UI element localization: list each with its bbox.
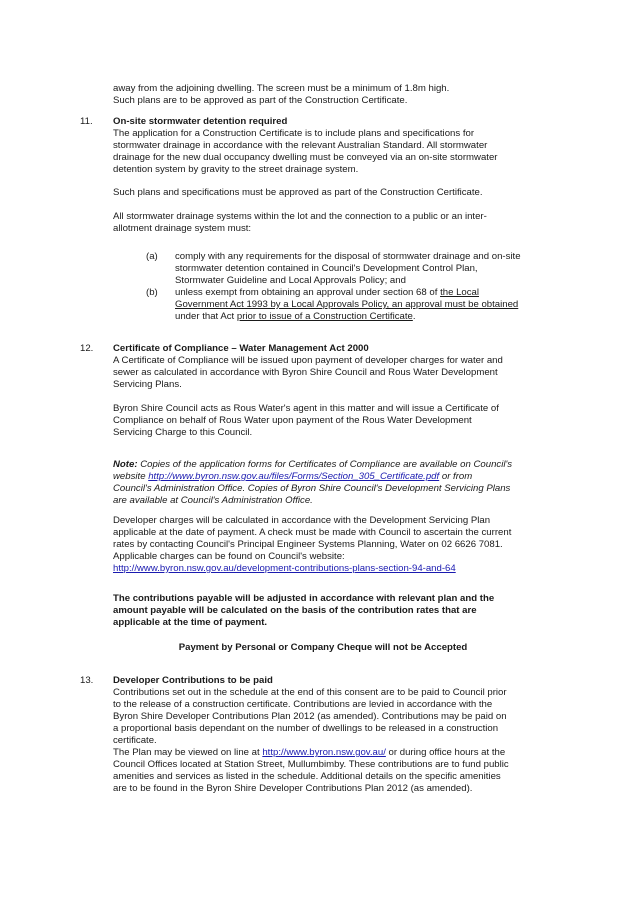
list-item-a-line: comply with any requirements for the disposal of stormwater drainage and on-site <box>175 251 521 262</box>
list-item-b-line-2: Government Act 1993 by a Local Approvals Policy, an approval must be obtained <box>175 299 519 310</box>
section-12-heading: Certificate of Compliance – Water Management Act 2000 <box>113 343 369 354</box>
section-11-heading: On-site stormwater detention required <box>113 116 288 127</box>
note-line-2 <box>113 471 472 483</box>
section-12-p3-line: rates by contacting Council's Principal Engineer Systems Planning, Water on 02 6626 7081. <box>113 539 503 550</box>
section-12-p2-line: Servicing Charge to this Council. <box>113 427 253 438</box>
section-12-p3-line: Applicable charges can be found on Council's website: <box>113 551 345 562</box>
section-12-p3-line: applicable at the date of payment. A check must be made with Council to ascertain the current <box>113 527 512 538</box>
note-line-3: Council's Administration Office. Copies of Byron Shire Council's Development Servicing Plans <box>113 483 511 494</box>
list-item-b-text: under that Act <box>175 311 237 322</box>
payment-notice: Payment by Personal or Company Cheque will not be Accepted <box>178 642 468 653</box>
section-11-number: 11. <box>80 116 93 127</box>
section-11-p2: Such plans and specifications must be approved as part of the Construction Certificate. <box>113 187 483 198</box>
section-13-number: 13. <box>80 675 94 686</box>
section-11-p1-line: stormwater drainage in accordance with the relevant Australian Standard. All stormwater <box>113 140 488 151</box>
list-item-b-text: . <box>412 311 416 322</box>
intro-line-2: Such plans are to be approved as part of the Construction Certificate. <box>113 95 408 106</box>
list-item-a-line: Stormwater Guideline and Local Approvals Policy; and <box>175 275 406 286</box>
section-12-p3-line: Developer charges will be calculated in accordance with the Development Servicing Plan <box>113 515 491 526</box>
note-label: Note: <box>113 459 138 470</box>
list-item-b-underlined: prior to issue of a Construction Certificate <box>236 311 413 322</box>
list-item-a-line: stormwater detention contained in Council's Development Control Plan, <box>175 263 478 274</box>
byron-website-link[interactable]: http://www.byron.nsw.gov.au/ <box>262 747 386 758</box>
section-13-line: Byron Shire Developer Contributions Plan 2012 (as amended). Contributions may be paid on <box>113 711 507 722</box>
list-item-b-underlined: the Local <box>440 287 479 298</box>
section-13-line: Contributions set out in the schedule at the end of this consent are to be paid to Council prior <box>113 687 507 698</box>
certificate-form-link[interactable]: http://www.byron.nsw.gov.au/files/Forms/Section_305_Certificate.pdf <box>148 471 440 482</box>
section-11-p3-line: All stormwater drainage systems within the lot and the connection to a public or an inter- <box>113 211 487 222</box>
section-12-number: 12. <box>80 343 94 354</box>
section-12-p2-line: Compliance on behalf of Rous Water upon payment of the Rous Water Development <box>113 415 472 426</box>
bold-notice-line: The contributions payable will be adjusted in accordance with relevant plan and the <box>113 593 495 604</box>
section-12-p2-line: Byron Shire Council acts as Rous Water's agent in this matter and will issue a Certificate of <box>113 403 499 414</box>
section-11-p3-line: allotment drainage system must: <box>113 223 252 234</box>
section-12-p1-line: A Certificate of Compliance will be issued upon payment of developer charges for water and <box>113 355 503 366</box>
section-12-p1-line: Servicing Plans. <box>113 379 182 390</box>
contributions-link-line <box>113 563 456 575</box>
list-item-b-text: unless exempt from obtaining an approval under section 68 of <box>175 287 441 298</box>
section-13-text: The Plan may be viewed on line at <box>113 747 263 758</box>
section-13-line: Council Offices located at Station Street, Mullumbimby. These contributions are to fund public <box>113 759 509 770</box>
list-label-a: (a) <box>146 251 158 262</box>
list-item-b-line-1 <box>175 287 479 299</box>
section-13-line: certificate. <box>113 735 157 746</box>
section-13-heading: Developer Contributions to be paid <box>113 675 273 686</box>
bold-notice-line: applicable at the time of payment. <box>113 617 268 628</box>
section-13-line-6 <box>113 747 505 759</box>
section-13-line: are to be found in the Byron Shire Developer Contributions Plan 2012 (as amended). <box>113 783 473 794</box>
contributions-plans-link[interactable]: http://www.byron.nsw.gov.au/development-contributions-plans-section-94-and-64 <box>113 563 456 574</box>
note-text: Copies of the application forms for Certificates of Compliance are available on Council's <box>140 459 513 470</box>
section-11-p1-line: detention system by gravity to the street drainage system. <box>113 164 359 175</box>
note-text: or from <box>439 471 473 482</box>
list-label-b: (b) <box>146 287 158 298</box>
section-12-p1-line: sewer as calculated in accordance with Byron Shire Council and Rous Water Development <box>113 367 498 378</box>
section-11-p1-line: The application for a Construction Certificate is to include plans and specifications for <box>113 128 475 139</box>
note-line-4: are available at Council's Administration Office. <box>113 495 313 506</box>
list-item-b-line-3 <box>175 311 416 323</box>
section-13-text: or during office hours at the <box>385 747 506 758</box>
note-text: website <box>113 471 149 482</box>
section-11-p1-line: drainage for the new dual occupancy dwelling must be conveyed via an on-site stormwater <box>113 152 498 163</box>
intro-line-1: away from the adjoining dwelling. The screen must be a minimum of 1.8m high. <box>113 83 450 94</box>
section-13-line: amenities and services as listed in the schedule. Additional details on the specific amenities <box>113 771 501 782</box>
section-13-line: to the release of a construction certificate. Contributions are levied in accordance with the <box>113 699 493 710</box>
bold-notice-line: amount payable will be calculated on the basis of the contribution rates that are <box>113 605 477 616</box>
note-line-1 <box>113 459 512 471</box>
section-13-line: a proportional basis dependant on the number of dwellings to be released in a construction <box>113 723 499 734</box>
